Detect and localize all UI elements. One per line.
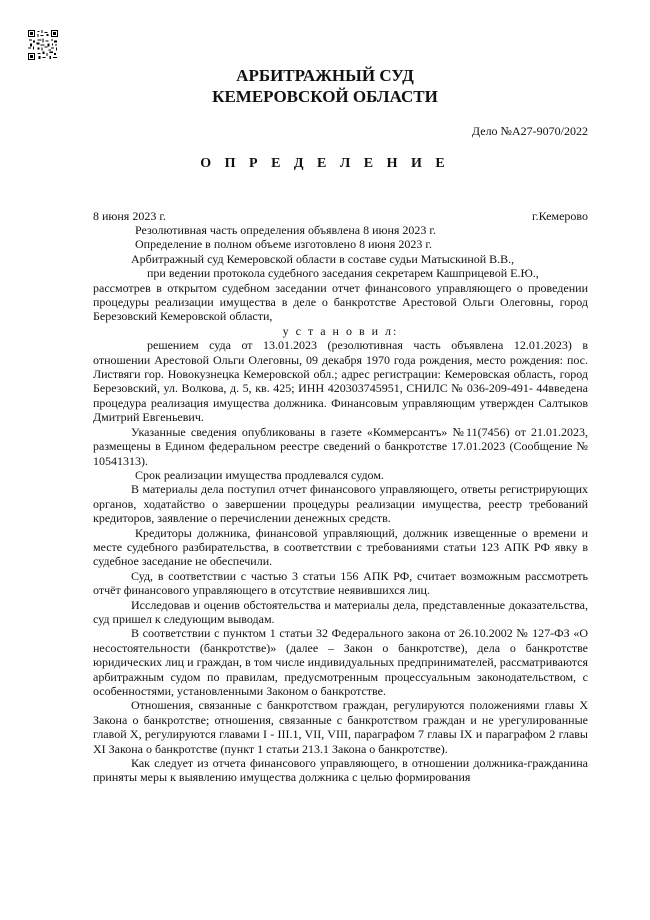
paragraph: Арбитражный суд Кемеровской области в составе судьи Матыскиной В.В., [131, 251, 515, 266]
paragraph: Исследовав и оценив обстоятельства и материалы дела, представленные доказательства, суд пришел к следующим выводам. [93, 597, 588, 626]
paragraph: Определение в полном объеме изготовлено 8 июня 2023 г. [135, 237, 432, 252]
document-title: О П Р Е Д Е Л Е Н И Е [200, 156, 450, 171]
document-body [93, 223, 588, 785]
document-date: 8 июня 2023 г. [93, 209, 166, 223]
paragraph: рассмотрев в открытом судебном заседании отчет финансового управляющего о проведении процедуры реализации имущества в деле о банкротстве Арестовой Ольги Олеговны, город Березовский Кемеровской области, [93, 280, 588, 324]
date-line [93, 209, 588, 224]
paragraph: Указанные сведения опубликованы в газете «Коммерсантъ» №11(7456) от 21.01.2023, размещены в Едином федеральном реестре сведений о банкротстве 17.01.2023 (Сообщение № 10541313). [93, 424, 588, 468]
paragraph: В соответствии с пунктом 1 статьи 32 Федерального закона от 26.10.2002 № 127-ФЗ «О несостоятельности (банкротстве)» (далее – Закон о банкротстве), дела о банкротстве юридических лиц и граждан, в том числе индивидуальных предпринимателей, рассматриваются арбитражным судом по правилам, предусмотренным процессуальным законодательством, с особенностями, установленными Законом о банкротстве. [93, 626, 588, 698]
paragraph: при ведении протокола судебного заседания секретарем Кашприцевой Е.Ю., [147, 266, 539, 281]
paragraph: Суд, в соответствии с частью 3 статьи 156 АПК РФ, считает возможным рассмотреть отчёт финансового управляющего в отсутствие неявившихся лиц. [93, 568, 588, 598]
court-name-line2: КЕМЕРОВСКОЙ ОБЛАСТИ [212, 87, 438, 106]
case-number: Дело №А27-9070/2022 [471, 124, 588, 138]
paragraph: решением суда от 13.01.2023 (резолютивная часть объявлена 12.01.2023) в отношении Арестовой Ольги Олеговны, 09 декабря 1970 года рождения, место рождения: пос. Листвяги гор. Новокузнецка Кемеровской обл.; адрес регистрации: Кемеровская область, город Березовский, ул. Волкова, д. 5, кв. 425; ИНН 420303745951, СНИЛС № 036-209-491- 44введена процедура реализация имущества должника. Финансовым управляющим утвержден Салтыков Дмитрий Евгеньевич. [93, 338, 588, 425]
paragraph: Резолютивная часть определения объявлена 8 июня 2023 г. [135, 223, 436, 237]
paragraph: Отношения, связанные с банкротством граждан, регулируются положениями главы X Закона о банкротстве; отношения, связанные с банкротством граждан и не урегулированные главой X, регулируются главами I - III.1, VII, VIII, параграфом 7 главы IX и параграфом 2 главы XI Закона о банкротстве (пункт 1 статьи 213.1 Закона о банкротстве). [93, 698, 588, 756]
paragraph: В материалы дела поступил отчет финансового управляющего, ответы регистрирующих органов, ходатайство о завершении процедуры реализации имущества, реестр требований кредиторов, заявление о перечислении денежных средств. [93, 482, 588, 526]
qr-code [28, 30, 58, 60]
court-name-line1: АРБИТРАЖНЫЙ СУД [236, 66, 414, 85]
document-city: г.Кемерово [532, 209, 588, 223]
paragraph-established: у с т а н о в и л: [282, 323, 399, 338]
paragraph: Как следует из отчета финансового управляющего, в отношении должника-гражданина приняты меры к выявлению имущества должника с целью формирования [93, 756, 588, 785]
paragraph: Срок реализации имущества продлевался судом. [135, 467, 384, 482]
paragraph: Кредиторы должника, финансовой управляющий, должник извещенные о времени и месте судебного разбирательства, в соответствии с требованиями статьи 123 АПК РФ явку в судебное заседание не обеспечили. [93, 525, 588, 569]
